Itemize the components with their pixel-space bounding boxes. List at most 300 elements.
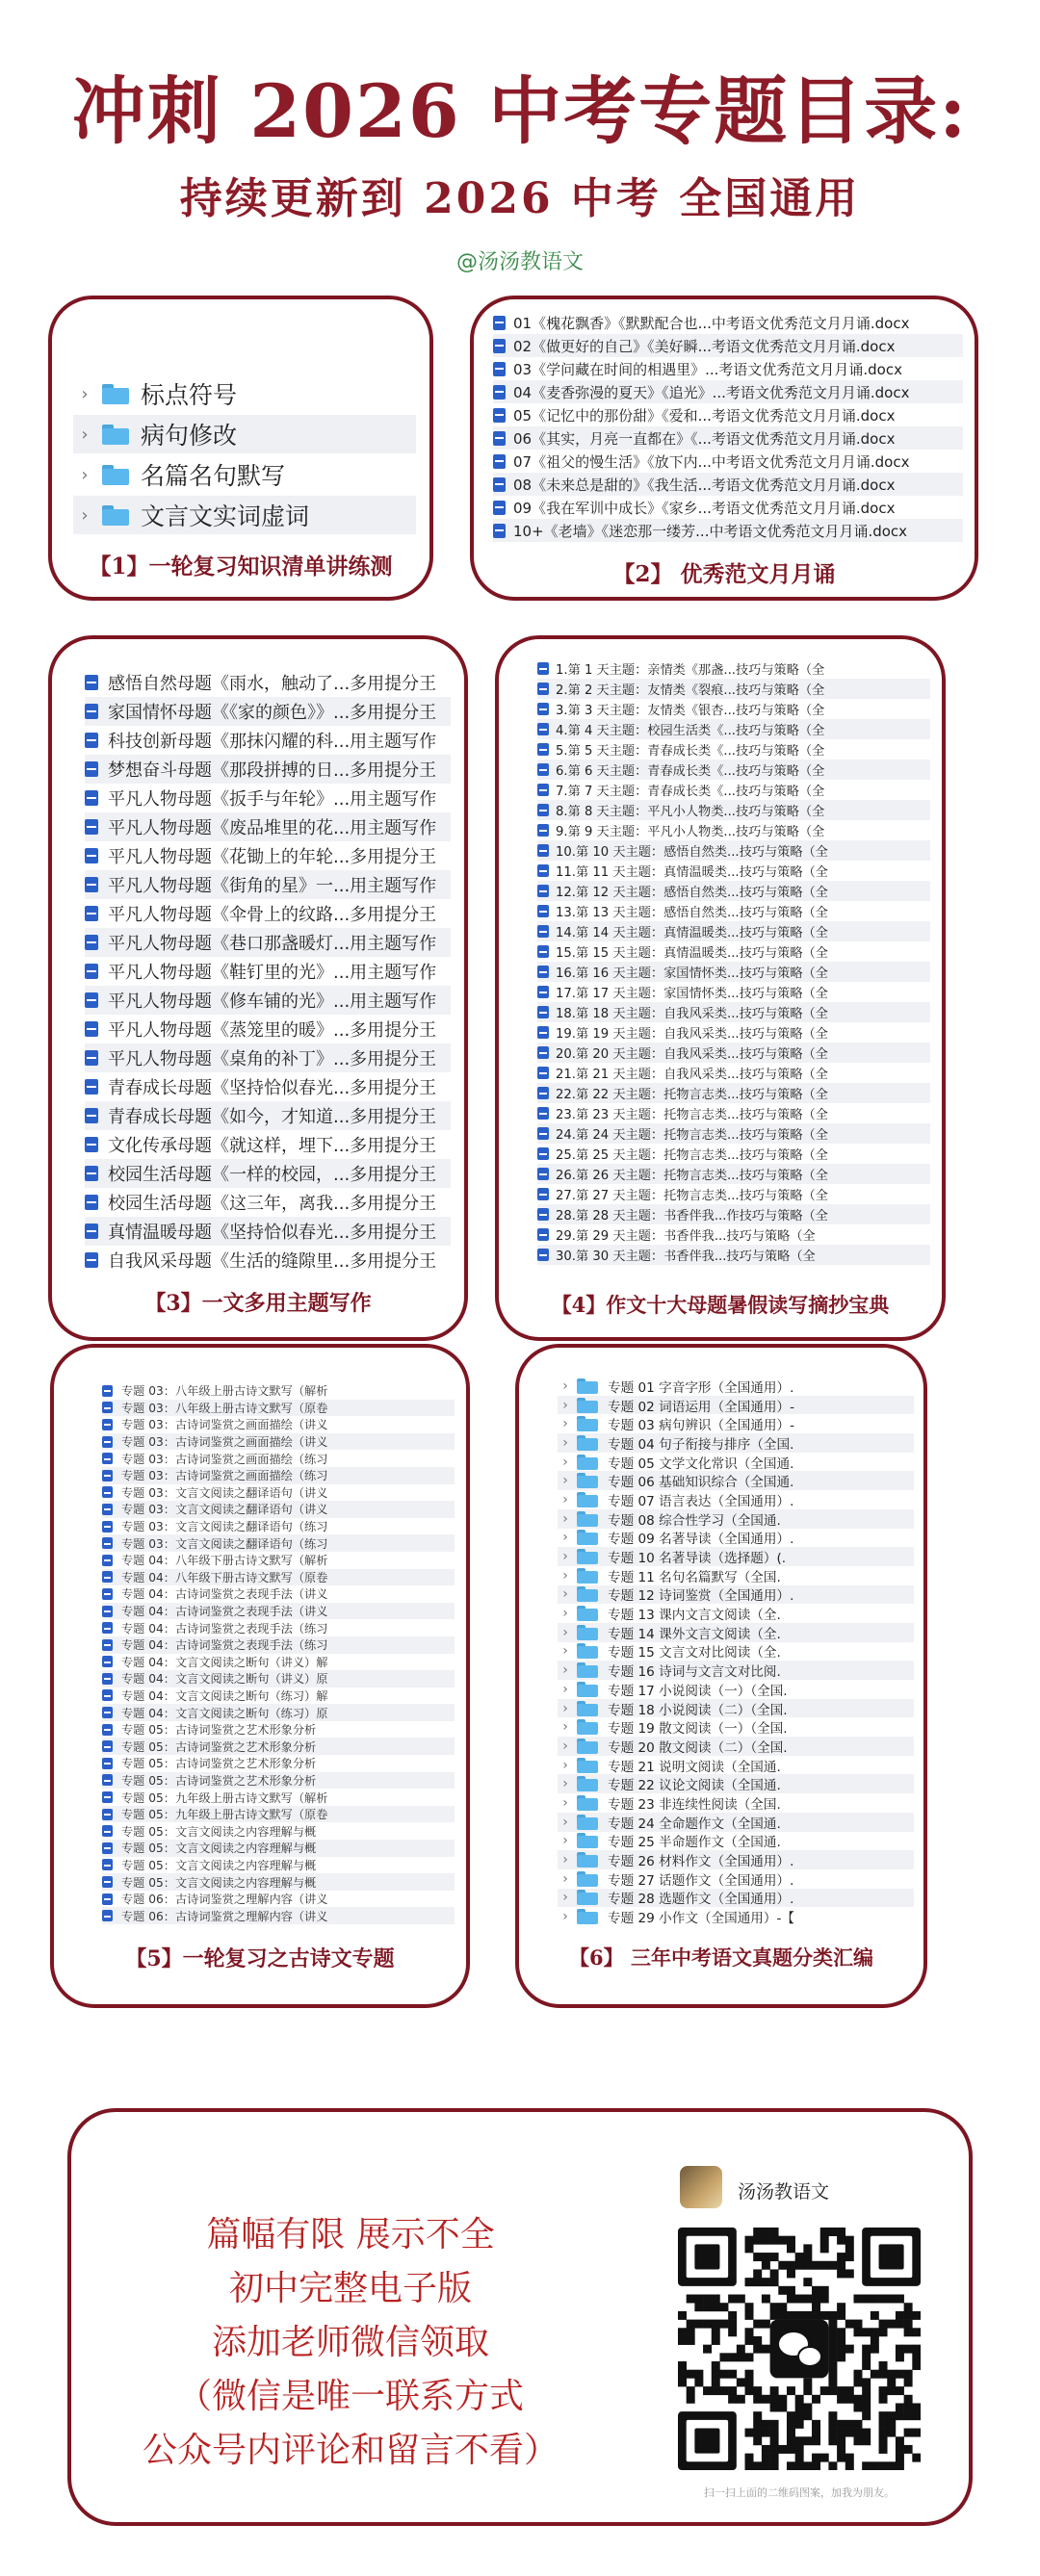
file-row[interactable]	[493, 426, 963, 450]
file-row[interactable]	[102, 1857, 455, 1874]
file-row[interactable]	[85, 784, 451, 812]
file-row[interactable]	[537, 921, 930, 941]
file-row[interactable]	[85, 986, 451, 1015]
file-row[interactable]	[85, 1101, 451, 1130]
file-name: 专题 03：古诗词鉴赏之画面描绘（讲义	[121, 1418, 328, 1432]
file-name: 平凡人物母题《修车铺的光》...用主题写作	[108, 992, 437, 1012]
word-doc-icon	[537, 784, 549, 796]
file-row[interactable]	[558, 1604, 914, 1623]
word-doc-icon	[85, 992, 98, 1008]
file-row[interactable]	[558, 1623, 914, 1642]
word-doc-icon	[102, 1639, 113, 1651]
chevron-right-icon[interactable]: ›	[562, 1814, 568, 1830]
file-name: 专题 05：文言文阅读之内容理解与概	[121, 1842, 317, 1856]
file-name: 05《记忆中的那份甜》《爱和...考语文优秀范文月月诵.docx	[513, 406, 896, 425]
file-name: 专题 02 词语运用（全国通用）-	[608, 1399, 794, 1415]
file-row[interactable]	[102, 1467, 455, 1484]
file-row[interactable]	[85, 1043, 451, 1072]
file-row[interactable]	[558, 1471, 914, 1490]
file-row[interactable]	[558, 1566, 914, 1585]
file-row[interactable]	[537, 699, 930, 719]
file-row[interactable]	[102, 1789, 455, 1806]
file-name: 15.第 15 天主题：真情温暖类...技巧与策略（全	[556, 946, 828, 961]
file-row[interactable]	[558, 1377, 914, 1396]
file-row[interactable]	[558, 1661, 914, 1680]
file-row[interactable]	[493, 311, 963, 334]
file-name: 平凡人物母题《鞋钉里的光》...用主题写作	[108, 963, 437, 983]
file-name: 真情温暖母题《坚持恰似春光...多用提分王	[108, 1223, 437, 1243]
word-doc-icon	[493, 501, 506, 515]
file-row[interactable]	[102, 1654, 455, 1671]
chevron-right-icon[interactable]: ›	[562, 1378, 568, 1394]
file-row[interactable]	[85, 668, 451, 697]
file-name: 专题 12 诗词鉴赏（全国通用）.	[608, 1588, 794, 1605]
chevron-right-icon[interactable]: ›	[562, 1757, 568, 1773]
chevron-right-icon[interactable]: ›	[562, 1890, 568, 1906]
folder-icon	[577, 1739, 598, 1754]
file-row[interactable]	[102, 1433, 455, 1451]
word-doc-icon	[537, 945, 549, 958]
word-doc-icon	[537, 683, 549, 695]
file-name: 专题 03：古诗词鉴赏之画面描绘（讲义	[121, 1435, 328, 1450]
file-row[interactable]	[85, 1188, 451, 1217]
file-row[interactable]	[537, 658, 930, 679]
file-name: 03《学问藏在时间的相遇里》...考语文优秀范文月月诵.docx	[513, 360, 902, 378]
word-doc-icon	[493, 339, 506, 353]
folder-icon	[577, 1682, 598, 1697]
chevron-right-icon[interactable]: ›	[562, 1549, 568, 1565]
word-doc-icon	[493, 385, 506, 399]
word-doc-icon	[102, 1689, 113, 1701]
file-name: 专题 22 议论文阅读（全国通.	[608, 1778, 781, 1794]
file-row[interactable]	[493, 496, 963, 519]
file-name: 专题 04：古诗词鉴赏之表现手法（讲义	[121, 1587, 328, 1602]
promo-line: 公众号内评论和留言不看）	[142, 2431, 559, 2470]
file-row[interactable]	[558, 1813, 914, 1832]
file-row[interactable]	[537, 1103, 930, 1123]
file-row[interactable]	[85, 928, 451, 957]
chevron-right-icon[interactable]: ›	[562, 1852, 568, 1868]
file-name: 自我风采母题《生活的缝隙里...多用提分王	[108, 1251, 437, 1272]
chevron-right-icon[interactable]: ›	[562, 1833, 568, 1849]
word-doc-icon	[493, 431, 506, 446]
promo-line: （微信是唯一联系方式	[176, 2377, 524, 2416]
word-doc-icon	[537, 723, 549, 735]
file-name: 1.第 1 天主题：亲情类《那盏...技巧与策略（全	[556, 663, 825, 678]
word-doc-icon	[85, 819, 98, 835]
file-name: 平凡人物母题《街角的星》一...用主题写作	[108, 876, 437, 896]
file-name: 06《其实，月亮一直都在》《...考语文优秀范文月月诵.docx	[513, 429, 896, 448]
file-row[interactable]	[537, 1083, 930, 1103]
file-name: 27.第 27 天主题：托物言志类...技巧与策略（全	[556, 1189, 828, 1203]
file-name: 专题 05：古诗词鉴赏之艺术形象分析	[121, 1757, 317, 1771]
card-exam-compilation	[515, 1344, 927, 2008]
folder-label: 标点符号	[141, 381, 238, 409]
file-name: 20.第 20 天主题：自我风采类...技巧与策略（全	[556, 1047, 828, 1062]
word-doc-icon	[85, 675, 98, 690]
file-row[interactable]	[85, 1130, 451, 1159]
file-row[interactable]	[102, 1636, 455, 1654]
chevron-right-icon[interactable]: ›	[562, 1624, 568, 1640]
file-row[interactable]	[537, 780, 930, 800]
folder-icon	[102, 425, 129, 445]
file-row[interactable]	[102, 1416, 455, 1433]
file-name: 28.第 28 天主题：书香伴我...作技巧与策略（全	[556, 1209, 828, 1224]
folder-icon	[577, 1719, 598, 1735]
file-row[interactable]	[558, 1756, 914, 1775]
file-row[interactable]	[493, 403, 963, 426]
folder-icon	[577, 1758, 598, 1773]
chevron-right-icon[interactable]: ›	[562, 1397, 568, 1413]
chevron-right-icon[interactable]: ›	[81, 504, 89, 526]
file-row[interactable]	[558, 1680, 914, 1699]
word-doc-icon	[85, 761, 98, 777]
file-row[interactable]	[537, 1022, 930, 1043]
file-row[interactable]	[102, 1585, 455, 1603]
chevron-right-icon[interactable]: ›	[562, 1738, 568, 1754]
file-row[interactable]	[537, 679, 930, 699]
chevron-right-icon[interactable]: ›	[562, 1719, 568, 1736]
file-name: 专题 04：古诗词鉴赏之表现手法（练习	[121, 1638, 328, 1653]
file-row[interactable]	[558, 1529, 914, 1548]
chevron-right-icon[interactable]: ›	[562, 1510, 568, 1527]
file-name: 专题 06 基础知识综合（全国通.	[608, 1475, 794, 1491]
folder-icon	[577, 1833, 598, 1848]
file-row[interactable]	[85, 697, 451, 726]
card-knowledge-list	[48, 296, 433, 601]
file-name: 专题 05：文言文阅读之内容理解与概	[121, 1824, 317, 1839]
file-row[interactable]	[102, 1721, 455, 1739]
word-doc-icon	[537, 844, 549, 857]
folder-icon	[577, 1701, 598, 1716]
folder-icon	[577, 1586, 598, 1602]
file-row[interactable]	[102, 1400, 455, 1417]
folder-icon	[577, 1776, 598, 1791]
file-row[interactable]	[537, 1184, 930, 1204]
file-name: 专题 09 名著导读（全国通用）.	[608, 1532, 794, 1548]
file-name: 专题 03：八年级上册古诗文默写（原卷	[121, 1401, 328, 1415]
file-row[interactable]	[102, 1552, 455, 1569]
file-name: 专题 05：古诗词鉴赏之艺术形象分析	[121, 1773, 317, 1788]
file-row[interactable]	[558, 1433, 914, 1453]
word-doc-icon	[85, 1050, 98, 1066]
file-row[interactable]	[85, 1159, 451, 1188]
file-name: 专题 28 选题作文（全国通用）.	[608, 1892, 794, 1908]
word-doc-icon	[102, 1656, 113, 1667]
file-row[interactable]	[558, 1889, 914, 1908]
file-row[interactable]	[558, 1490, 914, 1509]
qr-code[interactable]	[678, 2228, 921, 2470]
file-name: 青春成长母题《坚持恰似春光...多用提分王	[108, 1078, 437, 1098]
file-row[interactable]	[85, 957, 451, 986]
file-name: 平凡人物母题《伞骨上的纹路...多用提分王	[108, 905, 437, 925]
file-row[interactable]	[537, 840, 930, 861]
file-name: 专题 04：文言文阅读之断句（讲义）解	[121, 1655, 328, 1669]
word-doc-icon	[537, 1208, 549, 1221]
file-row[interactable]	[537, 901, 930, 921]
word-doc-icon	[102, 1453, 113, 1464]
chevron-right-icon[interactable]: ›	[562, 1681, 568, 1697]
file-row[interactable]	[493, 450, 963, 473]
word-doc-icon	[102, 1504, 113, 1515]
file-row[interactable]	[102, 1806, 455, 1823]
word-doc-icon	[493, 316, 506, 330]
chevron-right-icon[interactable]: ›	[562, 1700, 568, 1716]
file-row[interactable]	[493, 334, 963, 357]
folder-icon	[577, 1871, 598, 1887]
file-row[interactable]	[85, 841, 451, 870]
card-theme-writing	[48, 635, 468, 1341]
file-name: 专题 04：文言文阅读之断句（讲义）原	[121, 1672, 328, 1687]
word-doc-icon	[493, 454, 506, 469]
word-doc-icon	[102, 1758, 113, 1769]
file-name: 科技创新母题《那抹闪耀的科...用主题写作	[108, 732, 437, 752]
file-row[interactable]	[537, 1144, 930, 1164]
file-row[interactable]	[85, 1072, 451, 1101]
file-row[interactable]	[102, 1569, 455, 1586]
file-row[interactable]	[537, 760, 930, 780]
chevron-right-icon[interactable]: ›	[562, 1454, 568, 1470]
folder-label: 文言文实词虚词	[141, 502, 310, 530]
chevron-right-icon[interactable]: ›	[562, 1606, 568, 1622]
file-row[interactable]	[493, 357, 963, 380]
word-doc-icon	[85, 1137, 98, 1152]
file-row[interactable]	[85, 1015, 451, 1043]
file-row[interactable]	[102, 1755, 455, 1772]
folder-row[interactable]	[73, 374, 416, 413]
file-row[interactable]	[102, 1840, 455, 1857]
file-row[interactable]	[537, 1245, 930, 1265]
chevron-right-icon[interactable]: ›	[562, 1662, 568, 1679]
file-name: 09《我在军训中成长》《家乡...考语文优秀范文月月诵.docx	[513, 499, 896, 517]
word-doc-icon	[85, 1195, 98, 1210]
file-list	[558, 1377, 914, 1935]
word-doc-icon	[85, 1021, 98, 1037]
chevron-right-icon[interactable]: ›	[562, 1567, 568, 1584]
file-row[interactable]	[558, 1907, 914, 1926]
file-row[interactable]	[537, 962, 930, 982]
file-row[interactable]	[102, 1873, 455, 1891]
file-name: 7.第 7 天主题：青春成长类《...技巧与策略（全	[556, 785, 825, 799]
file-name: 专题 07 语言表达（全国通用）.	[608, 1493, 794, 1509]
file-row[interactable]	[537, 1164, 930, 1184]
chevron-right-icon[interactable]: ›	[562, 1586, 568, 1603]
folder-icon	[102, 465, 129, 485]
file-row[interactable]	[85, 755, 451, 784]
chevron-right-icon[interactable]: ›	[562, 1643, 568, 1660]
file-row[interactable]	[85, 1217, 451, 1246]
file-row[interactable]	[558, 1850, 914, 1869]
file-row[interactable]	[102, 1670, 455, 1687]
file-name: 专题 04 句子衔接与排序（全国.	[608, 1436, 794, 1453]
folder-icon	[577, 1492, 598, 1507]
file-list	[85, 668, 451, 1284]
file-name: 专题 06：古诗词鉴赏之理解内容（讲义	[121, 1893, 328, 1907]
file-row[interactable]	[102, 1534, 455, 1552]
file-name: 专题 03：文言文阅读之翻译语句（练习	[121, 1520, 328, 1534]
file-row[interactable]	[85, 726, 451, 755]
file-name: 青春成长母题《如今，才知道...多用提分王	[108, 1107, 437, 1127]
file-row[interactable]	[537, 1204, 930, 1224]
file-row[interactable]	[537, 739, 930, 760]
folder-label: 病句修改	[141, 422, 238, 450]
file-row[interactable]	[102, 1772, 455, 1790]
word-doc-icon	[102, 1486, 113, 1498]
chevron-right-icon[interactable]: ›	[562, 1530, 568, 1546]
file-row[interactable]	[558, 1414, 914, 1433]
file-row[interactable]	[102, 1518, 455, 1535]
file-row[interactable]	[102, 1619, 455, 1636]
file-row[interactable]	[102, 1450, 455, 1467]
file-name: 专题 03：文言文阅读之翻译语句（讲义	[121, 1503, 328, 1517]
file-row[interactable]	[537, 820, 930, 840]
word-doc-icon	[102, 1402, 113, 1413]
file-name: 专题 03 病句辨识（全国通用）-	[608, 1418, 794, 1434]
file-row[interactable]	[102, 1687, 455, 1705]
file-name: 12.第 12 天主题：感悟自然类...技巧与策略（全	[556, 886, 828, 900]
word-doc-icon	[537, 1168, 549, 1180]
file-name: 23.第 23 天主题：托物言志类...技巧与策略（全	[556, 1108, 828, 1122]
file-row[interactable]	[493, 473, 963, 496]
file-name: 专题 26 材料作文（全国通用）.	[608, 1854, 794, 1869]
folder-row[interactable]	[73, 455, 416, 494]
file-row[interactable]	[558, 1642, 914, 1662]
file-name: 专题 19 散文阅读（一）（全国.	[608, 1721, 788, 1738]
file-row[interactable]	[537, 1123, 930, 1144]
promo-line: 初中完整电子版	[228, 2269, 472, 2308]
chevron-right-icon[interactable]: ›	[562, 1870, 568, 1887]
word-doc-icon	[102, 1385, 113, 1397]
chevron-right-icon[interactable]: ›	[562, 1909, 568, 1925]
folder-icon	[577, 1511, 598, 1527]
file-name: 平凡人物母题《扳手与年轮》...用主题写作	[108, 789, 437, 810]
file-row[interactable]	[493, 380, 963, 403]
word-doc-icon	[537, 885, 549, 897]
file-name: 13.第 13 天主题：感悟自然类...技巧与策略（全	[556, 906, 828, 920]
word-doc-icon	[493, 524, 506, 538]
file-row[interactable]	[493, 519, 963, 542]
folder-icon	[102, 384, 129, 404]
file-row[interactable]	[558, 1699, 914, 1718]
word-doc-icon	[537, 1127, 549, 1140]
file-name: 专题 03：文言文阅读之翻译语句（讲义	[121, 1485, 328, 1500]
chevron-right-icon[interactable]: ›	[562, 1434, 568, 1451]
file-row[interactable]	[537, 1224, 930, 1245]
file-row[interactable]	[558, 1793, 914, 1813]
file-row[interactable]	[85, 870, 451, 899]
file-row[interactable]	[558, 1774, 914, 1793]
word-doc-icon	[537, 703, 549, 715]
file-row[interactable]	[537, 1043, 930, 1063]
chevron-right-icon[interactable]: ›	[562, 1473, 568, 1489]
folder-row[interactable]	[73, 496, 416, 534]
file-row[interactable]	[102, 1822, 455, 1840]
file-name: 11.第 11 天主题：真情温暖类...技巧与策略（全	[556, 865, 828, 880]
file-row[interactable]	[558, 1737, 914, 1756]
file-row[interactable]	[537, 1063, 930, 1083]
folder-row[interactable]	[73, 415, 416, 453]
word-doc-icon	[85, 1166, 98, 1181]
file-name: 21.第 21 天主题：自我风采类...技巧与策略（全	[556, 1068, 828, 1082]
chevron-right-icon[interactable]: ›	[81, 424, 89, 445]
file-row[interactable]	[537, 800, 930, 820]
file-row[interactable]	[85, 899, 451, 928]
file-name: 专题 04：古诗词鉴赏之表现手法（练习	[121, 1621, 328, 1636]
word-doc-icon	[102, 1673, 113, 1685]
file-row[interactable]	[102, 1484, 455, 1502]
file-row[interactable]	[558, 1509, 914, 1529]
file-row[interactable]	[85, 1246, 451, 1275]
card-caption: 【6】 三年中考语文真题分类汇编	[569, 1945, 873, 1970]
file-row[interactable]	[537, 941, 930, 962]
file-name: 专题 13 课内文言文阅读（全.	[608, 1608, 781, 1623]
chevron-right-icon[interactable]: ›	[81, 383, 89, 404]
file-row[interactable]	[102, 1907, 455, 1924]
word-doc-icon	[102, 1521, 113, 1533]
file-row[interactable]	[537, 982, 930, 1002]
file-name: 专题 04：文言文阅读之断句（练习）原	[121, 1706, 328, 1720]
file-row[interactable]	[558, 1396, 914, 1415]
file-name: 14.第 14 天主题：真情温暖类...技巧与策略（全	[556, 926, 828, 940]
card-model-essays	[470, 296, 978, 601]
chevron-right-icon[interactable]: ›	[562, 1491, 568, 1507]
file-row[interactable]	[102, 1382, 455, 1400]
file-row[interactable]	[102, 1704, 455, 1721]
file-row[interactable]	[537, 719, 930, 739]
file-name: 专题 16 诗词与文言文对比阅.	[608, 1664, 781, 1680]
folder-icon	[577, 1549, 598, 1564]
watermark: @汤汤教语文	[455, 250, 584, 274]
card-summer-reading	[495, 635, 946, 1341]
folder-icon	[577, 1568, 598, 1584]
file-name: 校园生活母题《这三年，离我...多用提分王	[108, 1194, 437, 1214]
file-name: 平凡人物母题《废品堆里的花...用主题写作	[108, 818, 437, 838]
page-subtitle: 持续更新到 2026 中考 全国通用	[179, 174, 861, 223]
file-row[interactable]	[102, 1738, 455, 1755]
word-doc-icon	[102, 1588, 113, 1600]
word-doc-icon	[537, 1147, 549, 1160]
word-doc-icon	[537, 1026, 549, 1039]
word-doc-icon	[537, 1249, 549, 1261]
file-row[interactable]	[558, 1869, 914, 1889]
file-row[interactable]	[537, 881, 930, 901]
word-doc-icon	[537, 743, 549, 756]
file-row[interactable]	[102, 1891, 455, 1908]
folder-list	[73, 374, 416, 536]
folder-icon	[577, 1815, 598, 1830]
folder-icon	[577, 1795, 598, 1811]
file-row[interactable]	[558, 1547, 914, 1566]
file-row[interactable]	[102, 1501, 455, 1518]
chevron-right-icon[interactable]: ›	[81, 464, 89, 485]
file-row[interactable]	[537, 1002, 930, 1022]
file-name: 30.第 30 天主题：书香伴我...技巧与策略（全	[556, 1249, 816, 1264]
word-doc-icon	[102, 1419, 113, 1430]
file-row[interactable]	[558, 1453, 914, 1472]
file-row[interactable]	[558, 1832, 914, 1851]
file-row[interactable]	[537, 861, 930, 881]
file-row[interactable]	[102, 1603, 455, 1620]
chevron-right-icon[interactable]: ›	[562, 1416, 568, 1432]
file-name: 专题 08 综合性学习（全国通.	[608, 1512, 781, 1529]
chevron-right-icon[interactable]: ›	[562, 1776, 568, 1792]
chevron-right-icon[interactable]: ›	[562, 1794, 568, 1811]
file-name: 平凡人物母题《桌角的补丁》...多用提分王	[108, 1049, 437, 1069]
file-row[interactable]	[558, 1585, 914, 1605]
word-doc-icon	[493, 477, 506, 492]
file-row[interactable]	[558, 1717, 914, 1737]
file-row[interactable]	[85, 812, 451, 841]
